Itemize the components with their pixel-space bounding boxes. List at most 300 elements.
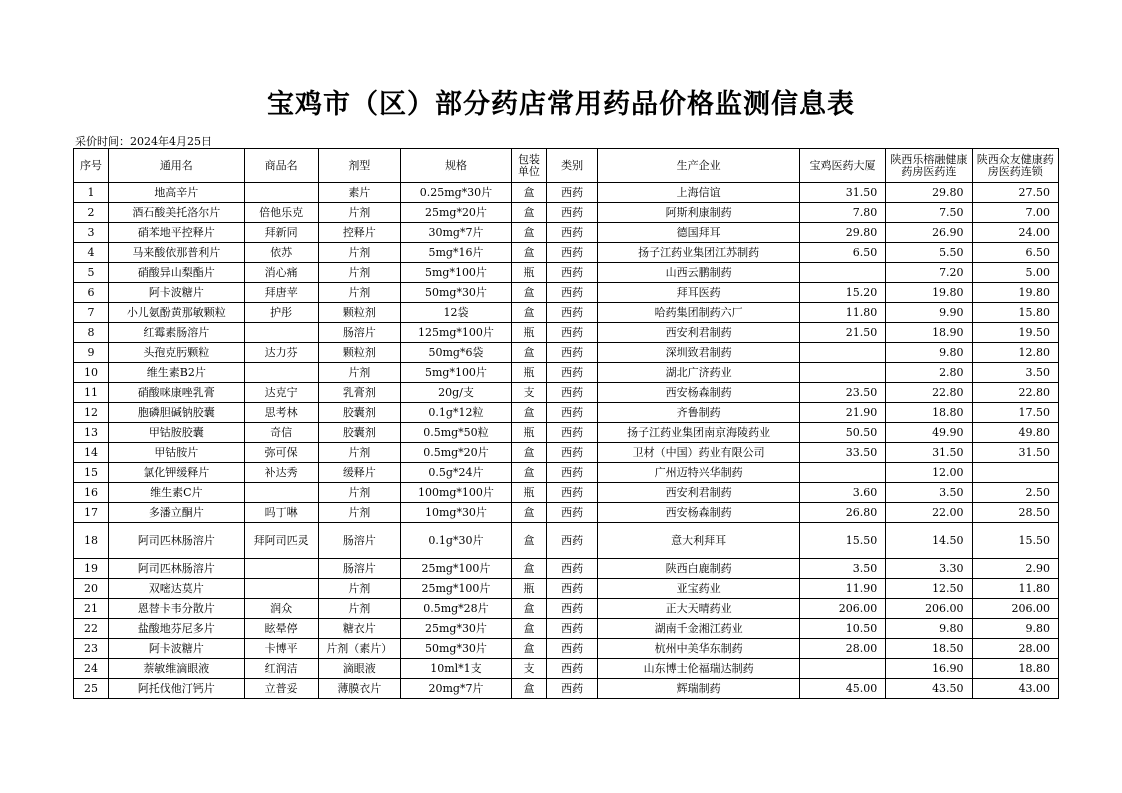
cell-index: 21 — [74, 599, 109, 619]
cell-brand-name: 眩晕停 — [244, 619, 318, 639]
cell-price-store-1 — [799, 363, 885, 383]
cell-price-store-2: 29.80 — [886, 183, 972, 203]
cell-price-store-1: 23.50 — [799, 383, 885, 403]
cell-dosage-form: 颗粒剂 — [318, 343, 400, 363]
cell-price-store-3: 9.80 — [972, 619, 1058, 639]
cell-category: 西药 — [546, 243, 597, 263]
cell-brand-name — [244, 363, 318, 383]
cell-dosage-form: 片剂 — [318, 483, 400, 503]
cell-category: 西药 — [546, 303, 597, 323]
cell-category: 西药 — [546, 363, 597, 383]
cell-package-unit: 盒 — [511, 679, 546, 699]
cell-price-store-1: 31.50 — [799, 183, 885, 203]
cell-price-store-3: 12.80 — [972, 343, 1058, 363]
cell-price-store-2: 12.50 — [886, 579, 972, 599]
table-row — [74, 659, 1059, 679]
header-brand-name: 商品名 — [244, 149, 318, 183]
cell-price-store-3: 206.00 — [972, 599, 1058, 619]
cell-package-unit: 盒 — [511, 619, 546, 639]
cell-price-store-2: 18.80 — [886, 403, 972, 423]
table-row — [74, 303, 1059, 323]
cell-brand-name — [244, 559, 318, 579]
cell-manufacturer: 广州迈特兴华制药 — [598, 463, 800, 483]
cell-package-unit: 盒 — [511, 403, 546, 423]
cell-specification: 0.1g*30片 — [400, 523, 511, 559]
cell-dosage-form: 控释片 — [318, 223, 400, 243]
cell-generic-name: 阿司匹林肠溶片 — [108, 559, 244, 579]
cell-manufacturer: 上海信谊 — [598, 183, 800, 203]
cell-manufacturer: 湖北广济药业 — [598, 363, 800, 383]
cell-price-store-2: 7.20 — [886, 263, 972, 283]
cell-index: 11 — [74, 383, 109, 403]
cell-price-store-3: 18.80 — [972, 659, 1058, 679]
cell-manufacturer: 深圳致君制药 — [598, 343, 800, 363]
table-row — [74, 403, 1059, 423]
cell-specification: 20g/支 — [400, 383, 511, 403]
cell-price-store-2: 49.90 — [886, 423, 972, 443]
cell-category: 西药 — [546, 503, 597, 523]
cell-brand-name: 红润洁 — [244, 659, 318, 679]
cell-price-store-1: 3.60 — [799, 483, 885, 503]
cell-specification: 0.25mg*30片 — [400, 183, 511, 203]
cell-dosage-form: 糖衣片 — [318, 619, 400, 639]
cell-price-store-2: 26.90 — [886, 223, 972, 243]
table-row — [74, 423, 1059, 443]
cell-index: 16 — [74, 483, 109, 503]
cell-category: 西药 — [546, 523, 597, 559]
cell-manufacturer: 湖南千金湘江药业 — [598, 619, 800, 639]
cell-price-store-3: 7.00 — [972, 203, 1058, 223]
cell-category: 西药 — [546, 183, 597, 203]
cell-category: 西药 — [546, 619, 597, 639]
cell-manufacturer: 齐鲁制药 — [598, 403, 800, 423]
cell-price-store-2: 7.50 — [886, 203, 972, 223]
cell-index: 4 — [74, 243, 109, 263]
cell-index: 5 — [74, 263, 109, 283]
table-row — [74, 283, 1059, 303]
cell-specification: 10mg*30片 — [400, 503, 511, 523]
cell-package-unit: 盒 — [511, 443, 546, 463]
cell-specification: 5mg*16片 — [400, 243, 511, 263]
cell-manufacturer: 西安杨森制药 — [598, 383, 800, 403]
cell-price-store-3: 28.00 — [972, 639, 1058, 659]
table-row — [74, 639, 1059, 659]
cell-package-unit: 盒 — [511, 503, 546, 523]
cell-specification: 25mg*100片 — [400, 559, 511, 579]
cell-manufacturer: 杭州中美华东制药 — [598, 639, 800, 659]
cell-specification: 0.5mg*20片 — [400, 443, 511, 463]
cell-specification: 25mg*100片 — [400, 579, 511, 599]
cell-category: 西药 — [546, 443, 597, 463]
cell-index: 6 — [74, 283, 109, 303]
cell-manufacturer: 阿斯利康制药 — [598, 203, 800, 223]
cell-price-store-2: 18.90 — [886, 323, 972, 343]
cell-brand-name — [244, 483, 318, 503]
cell-manufacturer: 西安利君制药 — [598, 323, 800, 343]
cell-category: 西药 — [546, 223, 597, 243]
cell-price-store-2: 5.50 — [886, 243, 972, 263]
cell-generic-name: 阿托伐他汀钙片 — [108, 679, 244, 699]
cell-dosage-form: 片剂 — [318, 263, 400, 283]
cell-brand-name: 立普妥 — [244, 679, 318, 699]
cell-price-store-1: 45.00 — [799, 679, 885, 699]
cell-index: 24 — [74, 659, 109, 679]
cell-dosage-form: 肠溶片 — [318, 559, 400, 579]
cell-specification: 30mg*7片 — [400, 223, 511, 243]
cell-brand-name: 思考林 — [244, 403, 318, 423]
cell-dosage-form: 乳膏剂 — [318, 383, 400, 403]
cell-category: 西药 — [546, 323, 597, 343]
cell-generic-name: 头孢克肟颗粒 — [108, 343, 244, 363]
cell-generic-name: 硝酸异山梨酯片 — [108, 263, 244, 283]
cell-price-store-3: 11.80 — [972, 579, 1058, 599]
cell-dosage-form: 薄膜衣片 — [318, 679, 400, 699]
cell-category: 西药 — [546, 599, 597, 619]
cell-price-store-2: 18.50 — [886, 639, 972, 659]
cell-index: 13 — [74, 423, 109, 443]
cell-manufacturer: 正大天晴药业 — [598, 599, 800, 619]
cell-specification: 50mg*6袋 — [400, 343, 511, 363]
cell-dosage-form: 片剂 — [318, 579, 400, 599]
cell-price-store-2: 2.80 — [886, 363, 972, 383]
table-row — [74, 579, 1059, 599]
cell-brand-name: 补达秀 — [244, 463, 318, 483]
cell-brand-name — [244, 579, 318, 599]
cell-price-store-2: 14.50 — [886, 523, 972, 559]
cell-package-unit: 瓶 — [511, 363, 546, 383]
cell-price-store-1: 11.80 — [799, 303, 885, 323]
header-specification: 规格 — [400, 149, 511, 183]
cell-generic-name: 双嘧达莫片 — [108, 579, 244, 599]
table-row — [74, 559, 1059, 579]
cell-dosage-form: 肠溶片 — [318, 323, 400, 343]
cell-specification: 10ml*1支 — [400, 659, 511, 679]
cell-package-unit: 盒 — [511, 639, 546, 659]
cell-specification: 0.5mg*28片 — [400, 599, 511, 619]
cell-generic-name: 阿卡波糖片 — [108, 283, 244, 303]
cell-specification: 100mg*100片 — [400, 483, 511, 503]
cell-index: 2 — [74, 203, 109, 223]
table-row — [74, 483, 1059, 503]
cell-brand-name: 拜阿司匹灵 — [244, 523, 318, 559]
cell-specification: 5mg*100片 — [400, 263, 511, 283]
cell-dosage-form: 片剂 — [318, 243, 400, 263]
cell-specification: 125mg*100片 — [400, 323, 511, 343]
cell-index: 3 — [74, 223, 109, 243]
cell-specification: 0.5g*24片 — [400, 463, 511, 483]
cell-dosage-form: 胶囊剂 — [318, 423, 400, 443]
cell-brand-name: 拜唐苹 — [244, 283, 318, 303]
cell-price-store-3: 22.80 — [972, 383, 1058, 403]
cell-price-store-1: 11.90 — [799, 579, 885, 599]
cell-generic-name: 氯化钾缓释片 — [108, 463, 244, 483]
header-manufacturer: 生产企业 — [598, 149, 800, 183]
cell-category: 西药 — [546, 679, 597, 699]
cell-price-store-2: 19.80 — [886, 283, 972, 303]
table-row — [74, 183, 1059, 203]
cell-price-store-1: 10.50 — [799, 619, 885, 639]
cell-price-store-3: 28.50 — [972, 503, 1058, 523]
cell-brand-name: 奇信 — [244, 423, 318, 443]
header-generic-name: 通用名 — [108, 149, 244, 183]
header-store-3: 陕西众友健康药房医药连锁 — [972, 149, 1058, 183]
cell-index: 8 — [74, 323, 109, 343]
cell-price-store-3: 17.50 — [972, 403, 1058, 423]
cell-manufacturer: 扬子江药业集团南京海陵药业 — [598, 423, 800, 443]
cell-price-store-2: 9.80 — [886, 619, 972, 639]
cell-generic-name: 硝苯地平控释片 — [108, 223, 244, 243]
cell-category: 西药 — [546, 263, 597, 283]
cell-generic-name: 硝酸咪康唑乳膏 — [108, 383, 244, 403]
cell-price-store-2: 9.90 — [886, 303, 972, 323]
cell-price-store-1: 15.50 — [799, 523, 885, 559]
cell-package-unit: 盒 — [511, 183, 546, 203]
cell-manufacturer: 扬子江药业集团江苏制药 — [598, 243, 800, 263]
table-row — [74, 523, 1059, 559]
cell-price-store-2: 9.80 — [886, 343, 972, 363]
cell-price-store-3: 15.50 — [972, 523, 1058, 559]
cell-price-store-3: 19.50 — [972, 323, 1058, 343]
table-row — [74, 243, 1059, 263]
cell-price-store-1: 29.80 — [799, 223, 885, 243]
header-store-1: 宝鸡医药大厦 — [799, 149, 885, 183]
table-row — [74, 223, 1059, 243]
cell-dosage-form: 片剂 — [318, 363, 400, 383]
cell-dosage-form: 片剂 — [318, 503, 400, 523]
cell-price-store-1: 21.90 — [799, 403, 885, 423]
cell-price-store-3: 31.50 — [972, 443, 1058, 463]
cell-price-store-1 — [799, 659, 885, 679]
table-row — [74, 343, 1059, 363]
cell-brand-name: 达力芬 — [244, 343, 318, 363]
cell-generic-name: 甲钴胺片 — [108, 443, 244, 463]
table-row — [74, 263, 1059, 283]
cell-generic-name: 地高辛片 — [108, 183, 244, 203]
cell-brand-name: 依苏 — [244, 243, 318, 263]
cell-generic-name: 酒石酸美托洛尔片 — [108, 203, 244, 223]
cell-price-store-2: 16.90 — [886, 659, 972, 679]
cell-generic-name: 胞磷胆碱钠胶囊 — [108, 403, 244, 423]
cell-price-store-1 — [799, 263, 885, 283]
cell-category: 西药 — [546, 483, 597, 503]
cell-price-store-3: 43.00 — [972, 679, 1058, 699]
cell-price-store-3: 2.50 — [972, 483, 1058, 503]
cell-price-store-3: 2.90 — [972, 559, 1058, 579]
cell-manufacturer: 西安利君制药 — [598, 483, 800, 503]
cell-index: 14 — [74, 443, 109, 463]
table-row — [74, 619, 1059, 639]
cell-index: 17 — [74, 503, 109, 523]
header-index: 序号 — [74, 149, 109, 183]
cell-specification: 0.1g*12粒 — [400, 403, 511, 423]
cell-package-unit: 盒 — [511, 599, 546, 619]
page-title: 宝鸡市（区）部分药店常用药品价格监测信息表 — [267, 89, 855, 120]
cell-price-store-3: 6.50 — [972, 243, 1058, 263]
cell-category: 西药 — [546, 343, 597, 363]
cell-manufacturer: 西安杨森制药 — [598, 503, 800, 523]
cell-manufacturer: 哈药集团制药六厂 — [598, 303, 800, 323]
cell-index: 7 — [74, 303, 109, 323]
cell-price-store-3: 5.00 — [972, 263, 1058, 283]
cell-price-store-2: 22.80 — [886, 383, 972, 403]
cell-brand-name — [244, 323, 318, 343]
cell-index: 25 — [74, 679, 109, 699]
cell-manufacturer: 亚宝药业 — [598, 579, 800, 599]
cell-manufacturer: 山东博士伦福瑞达制药 — [598, 659, 800, 679]
cell-brand-name: 卡博平 — [244, 639, 318, 659]
cell-index: 9 — [74, 343, 109, 363]
cell-brand-name: 拜新同 — [244, 223, 318, 243]
cell-package-unit: 瓶 — [511, 323, 546, 343]
cell-package-unit: 盒 — [511, 203, 546, 223]
cell-brand-name: 润众 — [244, 599, 318, 619]
header-package-unit: 包装单位 — [511, 149, 546, 183]
cell-package-unit: 支 — [511, 383, 546, 403]
cell-index: 22 — [74, 619, 109, 639]
cell-manufacturer: 山西云鹏制药 — [598, 263, 800, 283]
table-row — [74, 203, 1059, 223]
cell-price-store-3: 15.80 — [972, 303, 1058, 323]
cell-price-store-2: 31.50 — [886, 443, 972, 463]
cell-index: 10 — [74, 363, 109, 383]
cell-price-store-2: 3.50 — [886, 483, 972, 503]
cell-dosage-form: 胶囊剂 — [318, 403, 400, 423]
cell-price-store-3: 24.00 — [972, 223, 1058, 243]
cell-category: 西药 — [546, 383, 597, 403]
cell-price-store-1 — [799, 343, 885, 363]
header-dosage-form: 剂型 — [318, 149, 400, 183]
cell-price-store-1: 26.80 — [799, 503, 885, 523]
table-row — [74, 443, 1059, 463]
cell-specification: 50mg*30片 — [400, 283, 511, 303]
cell-specification: 25mg*20片 — [400, 203, 511, 223]
cell-price-store-1: 206.00 — [799, 599, 885, 619]
cell-category: 西药 — [546, 639, 597, 659]
cell-generic-name: 维生素B2片 — [108, 363, 244, 383]
cell-manufacturer: 拜耳医药 — [598, 283, 800, 303]
cell-dosage-form: 颗粒剂 — [318, 303, 400, 323]
cell-index: 15 — [74, 463, 109, 483]
cell-price-store-1: 3.50 — [799, 559, 885, 579]
cell-package-unit: 瓶 — [511, 423, 546, 443]
cell-package-unit: 盒 — [511, 283, 546, 303]
cell-index: 19 — [74, 559, 109, 579]
cell-dosage-form: 片剂 — [318, 599, 400, 619]
cell-dosage-form: 片剂 — [318, 203, 400, 223]
table-row — [74, 599, 1059, 619]
cell-specification: 50mg*30片 — [400, 639, 511, 659]
cell-category: 西药 — [546, 579, 597, 599]
cell-dosage-form: 片剂（素片） — [318, 639, 400, 659]
cell-generic-name: 维生素C片 — [108, 483, 244, 503]
cell-package-unit: 盒 — [511, 243, 546, 263]
table-header-row — [74, 149, 1059, 183]
cell-package-unit: 瓶 — [511, 263, 546, 283]
cell-package-unit: 盒 — [511, 303, 546, 323]
cell-generic-name: 盐酸地芬尼多片 — [108, 619, 244, 639]
cell-generic-name: 恩替卡韦分散片 — [108, 599, 244, 619]
cell-specification: 25mg*30片 — [400, 619, 511, 639]
collection-date: 采价时间：2024年4月25日 — [75, 135, 212, 148]
cell-brand-name: 护彤 — [244, 303, 318, 323]
cell-price-store-2: 12.00 — [886, 463, 972, 483]
cell-category: 西药 — [546, 659, 597, 679]
cell-dosage-form: 片剂 — [318, 443, 400, 463]
cell-manufacturer: 陕西白鹿制药 — [598, 559, 800, 579]
cell-price-store-1: 28.00 — [799, 639, 885, 659]
cell-specification: 20mg*7片 — [400, 679, 511, 699]
cell-generic-name: 马来酸依那普利片 — [108, 243, 244, 263]
cell-category: 西药 — [546, 423, 597, 443]
cell-brand-name: 倍他乐克 — [244, 203, 318, 223]
cell-category: 西药 — [546, 403, 597, 423]
header-store-2: 陕西乐榕融健康药房医药连 — [886, 149, 972, 183]
cell-price-store-1: 33.50 — [799, 443, 885, 463]
cell-index: 23 — [74, 639, 109, 659]
cell-price-store-3: 19.80 — [972, 283, 1058, 303]
cell-generic-name: 阿司匹林肠溶片 — [108, 523, 244, 559]
cell-package-unit: 支 — [511, 659, 546, 679]
cell-specification: 5mg*100片 — [400, 363, 511, 383]
cell-brand-name: 消心痛 — [244, 263, 318, 283]
cell-price-store-1: 6.50 — [799, 243, 885, 263]
cell-price-store-3: 49.80 — [972, 423, 1058, 443]
cell-manufacturer: 德国拜耳 — [598, 223, 800, 243]
cell-manufacturer: 辉瑞制药 — [598, 679, 800, 699]
cell-dosage-form: 肠溶片 — [318, 523, 400, 559]
cell-price-store-2: 206.00 — [886, 599, 972, 619]
table-row — [74, 503, 1059, 523]
cell-generic-name: 萘敏维滴眼液 — [108, 659, 244, 679]
cell-package-unit: 瓶 — [511, 483, 546, 503]
table-row — [74, 679, 1059, 699]
cell-price-store-2: 3.30 — [886, 559, 972, 579]
cell-dosage-form: 片剂 — [318, 283, 400, 303]
cell-category: 西药 — [546, 463, 597, 483]
cell-dosage-form: 素片 — [318, 183, 400, 203]
cell-brand-name — [244, 183, 318, 203]
cell-index: 18 — [74, 523, 109, 559]
cell-brand-name: 弥可保 — [244, 443, 318, 463]
cell-specification: 12袋 — [400, 303, 511, 323]
cell-package-unit: 盒 — [511, 523, 546, 559]
cell-generic-name: 多潘立酮片 — [108, 503, 244, 523]
cell-package-unit: 瓶 — [511, 579, 546, 599]
price-table — [73, 148, 1059, 699]
cell-price-store-1: 21.50 — [799, 323, 885, 343]
cell-brand-name: 达克宁 — [244, 383, 318, 403]
cell-package-unit: 盒 — [511, 223, 546, 243]
cell-index: 20 — [74, 579, 109, 599]
table-row — [74, 383, 1059, 403]
cell-brand-name: 吗丁啉 — [244, 503, 318, 523]
cell-category: 西药 — [546, 283, 597, 303]
cell-index: 12 — [74, 403, 109, 423]
cell-package-unit: 盒 — [511, 343, 546, 363]
cell-generic-name: 小儿氨酚黄那敏颗粒 — [108, 303, 244, 323]
cell-category: 西药 — [546, 559, 597, 579]
cell-price-store-2: 43.50 — [886, 679, 972, 699]
cell-price-store-2: 22.00 — [886, 503, 972, 523]
cell-generic-name: 阿卡波糖片 — [108, 639, 244, 659]
cell-category: 西药 — [546, 203, 597, 223]
cell-dosage-form: 缓释片 — [318, 463, 400, 483]
cell-generic-name: 红霉素肠溶片 — [108, 323, 244, 343]
table-row — [74, 363, 1059, 383]
cell-specification: 0.5mg*50粒 — [400, 423, 511, 443]
cell-package-unit: 盒 — [511, 463, 546, 483]
cell-price-store-1: 7.80 — [799, 203, 885, 223]
